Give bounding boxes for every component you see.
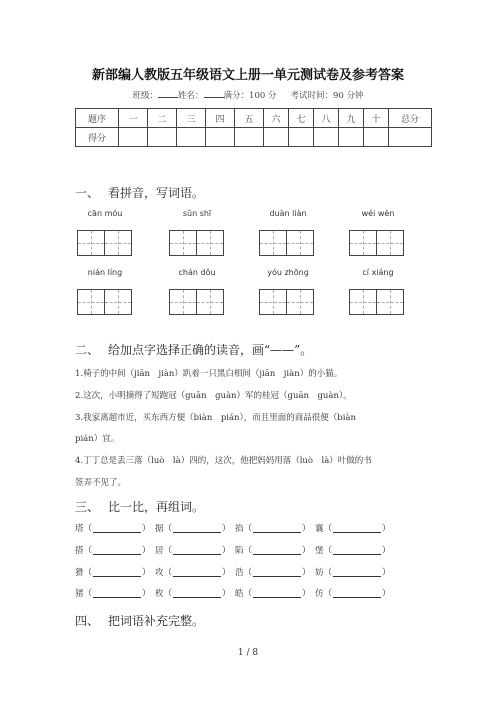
answer-blank[interactable] [173,589,221,598]
answer-blank[interactable] [253,589,301,598]
table-cell: 十 [364,109,389,128]
word-row: 搭 （ ） 居 （ ） 陷 （ ） 堡 （ ） [75,546,391,556]
table-cell: 得分 [76,128,119,147]
score-cell[interactable] [339,128,364,147]
score-cell[interactable] [289,128,314,147]
word-char: 掐 [235,524,244,534]
question-line: 2.这次，小明摘得了短跑冠（guān guàn）军的桂冠（guān guàn）。 [75,391,352,401]
score-cell[interactable] [206,128,235,147]
writing-grid[interactable] [349,289,404,315]
section-number: 二、 [75,343,100,357]
section-number: 三、 [75,500,100,514]
writing-grid[interactable] [77,230,132,256]
answer-blank[interactable] [333,589,381,598]
score-cell[interactable] [148,128,177,147]
exam-info [0,89,496,101]
table-cell: 五 [235,109,264,128]
section-1-heading [75,184,204,201]
word-char: 浩 [235,568,244,578]
answer-blank[interactable] [333,524,381,533]
page-title: 新部编人教版五年级语文上册一单元测试卷及参考答案 [91,68,404,83]
table-cell: 二 [148,109,177,128]
section-3-heading [75,498,204,515]
answer-blank[interactable] [253,568,301,577]
answer-blank[interactable] [93,546,141,555]
score-table-row [76,128,432,147]
table-cell: 一 [119,109,148,128]
answer-blank[interactable] [253,524,301,533]
word-char: 仿 [315,589,324,599]
table-cell: 题序 [76,109,119,128]
word-char: 枚 [155,589,164,599]
pinyin-label: chán dǒu [178,268,216,277]
word-char: 搭 [75,546,84,556]
writing-grid[interactable] [349,230,404,256]
word-row: 塔 （ ） 据 （ ） 掐 （ ） 襄 （ ） [75,524,391,534]
word-row: 猪 （ ） 枚 （ ） 皓 （ ） 仿 （ ） [75,589,391,599]
pinyin-label: cān móu [87,209,123,218]
word-char: 据 [155,524,164,534]
class-label: 班级： [132,91,159,101]
word-char: 襄 [315,524,324,534]
score-cell[interactable] [389,128,432,147]
table-cell: 总分 [389,109,432,128]
writing-grid[interactable] [259,230,314,256]
pinyin-label: wéi wèn [361,209,395,218]
answer-blank[interactable] [173,524,221,533]
section-title: 比一比，再组词。 [108,500,205,514]
section-title: 把词语补充完整。 [108,614,205,628]
section-title: 看拼音，写词语。 [108,186,205,200]
section-number: 一、 [75,186,100,200]
section-title: 给加点字选择正确的读音，画“——”。 [108,343,313,357]
table-cell: 八 [314,109,339,128]
word-char: 塔 [75,524,84,534]
pinyin-label: cí xiáng [362,268,394,277]
word-char: 妨 [315,568,324,578]
section-4-heading [75,612,204,629]
writing-grid[interactable] [259,289,314,315]
question-line: 3.我家离超市近，买东西方便（biàn pián），而且里面的商品很便（biàn [75,413,356,423]
word-char: 猪 [75,589,84,599]
table-cell: 四 [206,109,235,128]
name-blank [204,89,224,98]
score-cell[interactable] [364,128,389,147]
question-line: 4.丁丁总是丢三落（luò là）四的，这次，他把妈妈用落（luò là）叶做的书 [75,456,372,466]
table-cell: 九 [339,109,364,128]
pinyin-label: nián líng [87,268,123,277]
table-cell: 七 [289,109,314,128]
exam-time: 考试时间：90 分钟 [290,91,364,101]
table-cell: 六 [264,109,289,128]
name-label: 姓名： [178,91,204,101]
question-line: pián）宜。 [75,434,120,444]
answer-blank[interactable] [173,546,221,555]
question-line: 1.椅子的中间（jiān jiàn）趴着一只黑白相间（jiān jiàn）的小猫。 [75,369,343,379]
full-score: 满分：100 分 [223,91,277,101]
answer-blank[interactable] [93,589,141,598]
pinyin-label: duàn liàn [269,209,307,218]
score-cell[interactable] [119,128,148,147]
answer-blank[interactable] [93,568,141,577]
word-char: 堡 [315,546,324,556]
score-table-header [76,109,432,128]
page-number: 1 / 8 [237,648,259,658]
word-char: 攻 [155,568,164,578]
word-char: 皓 [235,589,244,599]
score-cell[interactable] [235,128,264,147]
pinyin-label: sǔn shī [182,209,212,218]
question-line: 签弄不见了。 [75,478,127,488]
section-2-heading [75,341,312,358]
score-cell[interactable] [177,128,206,147]
table-cell: 三 [177,109,206,128]
class-blank [158,89,178,98]
word-char: 陷 [235,546,244,556]
answer-blank[interactable] [93,524,141,533]
word-char: 猾 [75,568,84,578]
answer-blank[interactable] [173,568,221,577]
word-char: 居 [155,546,164,556]
writing-grid[interactable] [169,230,224,256]
score-cell[interactable] [314,128,339,147]
pinyin-label: yóu zhōng [267,268,309,277]
answer-blank[interactable] [253,546,301,555]
writing-grid[interactable] [169,289,224,315]
score-table [75,108,432,147]
section-number: 四、 [75,614,100,628]
writing-grid[interactable] [77,289,132,315]
word-row: 猾 （ ） 攻 （ ） 浩 （ ） 妨 （ ） [75,568,391,578]
answer-blank[interactable] [333,546,381,555]
answer-blank[interactable] [333,568,381,577]
score-cell[interactable] [264,128,289,147]
